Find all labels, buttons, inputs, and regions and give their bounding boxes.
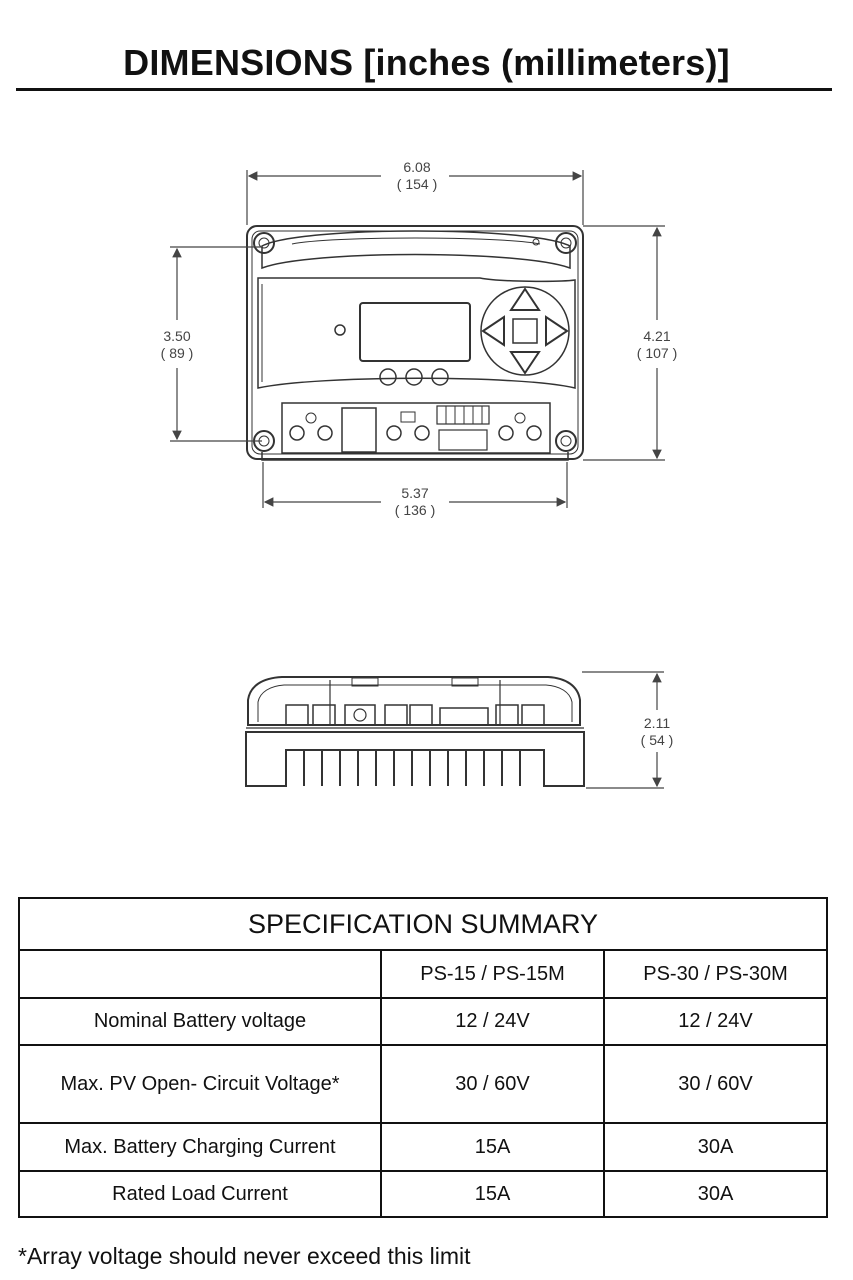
footnote: *Array voltage should never exceed this limit	[18, 1243, 471, 1269]
row-label: Max. Battery Charging Current	[19, 1123, 381, 1171]
side-view	[246, 677, 584, 786]
status-led	[335, 325, 345, 335]
round-button-3	[432, 369, 448, 385]
dim-body-height-mm: ( 89 )	[160, 345, 194, 361]
header-cell-ps15: PS-15 / PS-15M	[381, 950, 604, 998]
dim-bottom-width-inches: 5.37	[401, 485, 429, 501]
specification-table	[18, 897, 828, 1218]
cell-ps30: 30A	[604, 1123, 827, 1171]
corner-screw-bottom-right	[556, 431, 576, 451]
table-row	[19, 998, 827, 1045]
header-cell-empty	[19, 950, 381, 998]
table-title: SPECIFICATION SUMMARY	[19, 898, 827, 950]
dim-bottom-width-mm: ( 136 )	[394, 502, 436, 518]
table-header-row	[19, 950, 827, 998]
header-cell-ps30: PS-30 / PS-30M	[604, 950, 827, 998]
navigation-pad	[481, 287, 569, 375]
cell-ps15: 15A	[381, 1123, 604, 1171]
round-button-2	[406, 369, 422, 385]
dim-top-width-inches: 6.08	[403, 159, 431, 175]
row-label: Max. PV Open- Circuit Voltage*	[19, 1045, 381, 1123]
arrow-right-icon	[546, 317, 567, 345]
front-view	[247, 226, 583, 460]
round-button-1	[380, 369, 396, 385]
arrow-down-icon	[511, 352, 539, 373]
arrow-left-icon	[483, 317, 504, 345]
cell-ps15: 30 / 60V	[381, 1045, 604, 1123]
table-row	[19, 1171, 827, 1217]
dim-body-height-inches: 3.50	[163, 328, 191, 344]
row-label: Rated Load Current	[19, 1171, 381, 1217]
page-title: DIMENSIONS [inches (millimeters)]	[123, 42, 730, 83]
dim-total-height-inches: 4.21	[643, 328, 671, 344]
dim-depth-mm: ( 54 )	[640, 732, 674, 748]
dim-top-width-mm: ( 154 )	[396, 176, 438, 192]
arrow-up-icon	[511, 289, 539, 310]
cell-ps15: 12 / 24V	[381, 998, 604, 1045]
heatsink-fins	[304, 750, 520, 786]
cell-ps30: 30 / 60V	[604, 1045, 827, 1123]
cell-ps15: 15A	[381, 1171, 604, 1217]
dim-depth-inches: 2.11	[643, 715, 671, 731]
dim-total-height-mm: ( 107 )	[636, 345, 678, 361]
cell-ps30: 30A	[604, 1171, 827, 1217]
lcd-display	[360, 303, 470, 361]
corner-screw-top-right	[556, 233, 576, 253]
cell-ps30: 12 / 24V	[604, 998, 827, 1045]
row-label: Nominal Battery voltage	[19, 998, 381, 1045]
table-row	[19, 1045, 827, 1123]
table-row	[19, 1123, 827, 1171]
table-title-row	[19, 898, 827, 950]
